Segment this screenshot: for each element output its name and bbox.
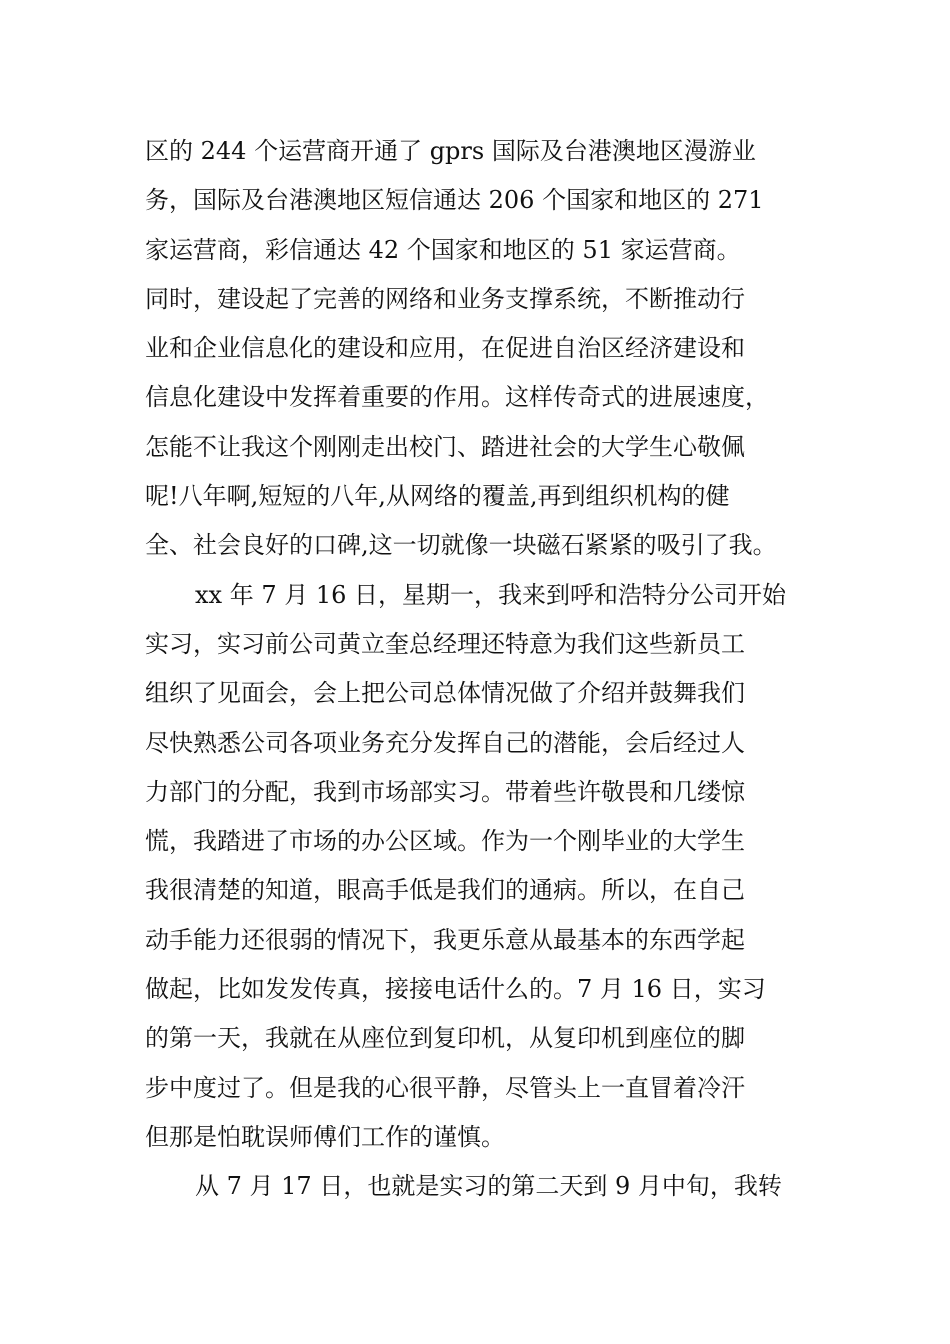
text-line: 组织了见面会，会上把公司总体情况做了介绍并鼓舞我们 <box>145 679 745 708</box>
text-line: 务，国际及台港澳地区短信通达 206 个国家和地区的 271 <box>145 186 764 215</box>
text-line: 区的 244 个运营商开通了 gprs 国际及台港澳地区漫游业 <box>145 137 756 165</box>
text-line: 但那是怕耽误师傅们工作的谨慎。 <box>145 1122 505 1151</box>
text-line: 动手能力还很弱的情况下，我更乐意从最基本的东西学起 <box>145 925 745 954</box>
text-line: 全、社会良好的口碑,这一切就像一块磁石紧紧的吸引了我。 <box>145 531 777 560</box>
text-line: 尽快熟悉公司各项业务充分发挥自己的潜能，会后经过人 <box>145 728 745 757</box>
text-line: 我很清楚的知道，眼高手低是我们的通病。所以，在自己 <box>145 876 745 905</box>
body-text <box>145 127 810 1212</box>
text-line: 信息化建设中发挥着重要的作用。这样传奇式的进展速度， <box>145 383 769 412</box>
text-line: 力部门的分配，我到市场部实习。带着些许敬畏和几缕惊 <box>145 777 745 806</box>
text-line: 同时，建设起了完善的网络和业务支撑系统，不断推动行 <box>145 284 745 313</box>
text-line: 实习，实习前公司黄立奎总经理还特意为我们这些新员工 <box>145 629 745 658</box>
text-line: 家运营商，彩信通达 42 个国家和地区的 51 家运营商。 <box>145 235 741 264</box>
text-line: 业和企业信息化的建设和应用，在促进自治区经济建设和 <box>145 334 745 363</box>
text-line: 步中度过了。但是我的心很平静，尽管头上一直冒着冷汗 <box>145 1073 745 1102</box>
text-line: 从 7 月 17 日，也就是实习的第二天到 9 月中旬，我转 <box>195 1172 782 1201</box>
text-line: 慌，我踏进了市场的办公区域。作为一个刚毕业的大学生 <box>145 827 745 856</box>
text-line: 做起，比如发发传真，接接电话什么的。7 月 16 日，实习 <box>145 975 766 1004</box>
text-line: 怎能不让我这个刚刚走出校门、踏进社会的大学生心敬佩 <box>145 432 745 461</box>
text-line: 呢!八年啊,短短的八年,从网络的覆盖,再到组织机构的健 <box>145 482 730 511</box>
text-line: xx 年 7 月 16 日，星期一，我来到呼和浩特分公司开始 <box>195 580 787 609</box>
text-line: 的第一天，我就在从座位到复印机，从复印机到座位的脚 <box>145 1024 745 1053</box>
